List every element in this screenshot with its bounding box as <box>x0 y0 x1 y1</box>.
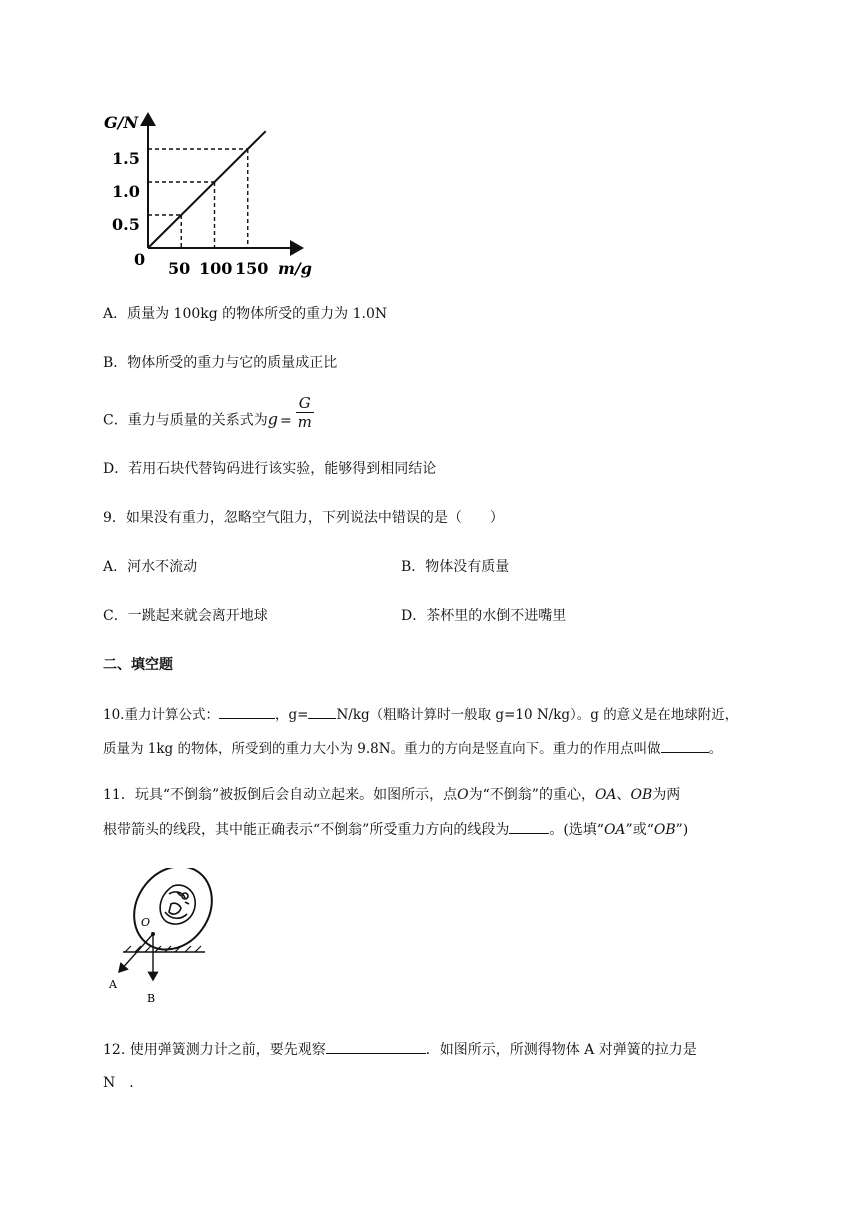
q11-text: 11．玩具“不倒翁”被扳倒后会自动立起来。如图所示，点 <box>103 787 458 803</box>
figure-label-a: A <box>109 978 117 991</box>
answer-blank[interactable] <box>661 738 709 753</box>
point-o-label: O <box>457 787 469 803</box>
figure-label-o: O <box>141 916 151 929</box>
q8-option-a: A．质量为 100kg 的物体所受的重力为 1.0N <box>103 306 388 322</box>
q11-text: 为两 <box>652 787 681 803</box>
x-tick-label: 50 <box>168 259 191 278</box>
arrow-oa <box>119 934 153 972</box>
q11-text: 为“不倒翁”的重心， <box>468 787 595 803</box>
q8-option-d: D．若用石块代替钩码进行该实验，能够得到相同结论 <box>103 461 437 477</box>
q10-text: 10.重力计算公式： <box>103 707 219 723</box>
fraction-denominator: m <box>297 413 312 431</box>
answer-blank[interactable] <box>509 819 549 834</box>
q10-text: 。 <box>708 741 723 757</box>
segment-oa-label: OA <box>594 787 617 803</box>
q11-line-1 <box>103 785 680 805</box>
y-axis-label: G/N <box>104 113 139 132</box>
formula-equals: = <box>279 412 292 429</box>
option-oa: OA <box>603 822 626 838</box>
q8-option-b: B．物体所受的重力与它的质量成正比 <box>103 355 338 371</box>
fraction-numerator: G <box>296 394 314 413</box>
answer-blank[interactable] <box>219 704 275 719</box>
formula-fraction <box>296 394 314 431</box>
q12-line-1 <box>103 1039 697 1060</box>
option-ob: OB <box>653 822 676 838</box>
x-axis-label: m/g <box>278 259 312 278</box>
q10-line-2 <box>103 738 722 759</box>
q10-line-1 <box>103 704 738 725</box>
q10-text: ，g= <box>274 707 309 723</box>
q11-text: ”) <box>675 822 689 838</box>
q9-option-a: A．河水不流动 <box>103 559 198 575</box>
q11-text: 。(选填“ <box>549 822 604 838</box>
q8-option-c-text: C．重力与质量的关系式为 <box>103 412 268 429</box>
q11-text: 根带箭头的线段，其中能正确表示“不倒翁”所受重力方向的线段为 <box>103 822 510 838</box>
q10-text: N/kg（粗略计算时一般取 g=10 N/kg）。g 的意义是在地球附近， <box>336 707 739 723</box>
g-m-graph <box>100 108 330 280</box>
answer-blank[interactable] <box>326 1039 426 1054</box>
q11-text: 、 <box>616 787 631 803</box>
segment-ob-label: OB <box>630 787 653 803</box>
q12-line-2: N . <box>103 1075 134 1091</box>
q11-line-2 <box>103 819 688 840</box>
section-title: 二、填空题 <box>103 657 173 673</box>
x-tick-label: 100 <box>199 259 233 278</box>
q9-option-b: B．物体没有质量 <box>401 559 510 575</box>
q10-text: 质量为 1kg 的物体，所受到的重力大小为 9.8N。重力的方向是竖直向下。重力的作用点叫做 <box>103 741 661 757</box>
q12-text: 12. 使用弹簧测力计之前，要先观察 <box>103 1042 326 1058</box>
figure-label-b: B <box>147 992 156 1005</box>
q9-stem: 9．如果没有重力，忽略空气阻力，下列说法中错误的是（ ） <box>103 510 504 526</box>
q9-option-d: D．茶杯里的水倒不进嘴里 <box>401 608 567 624</box>
y-tick-label: 0.5 <box>112 215 140 234</box>
x-tick-label: 150 <box>235 259 269 278</box>
tumbler-figure <box>105 868 215 1008</box>
y-tick-label: 1.0 <box>112 182 140 201</box>
q12-text: ．如图所示，所测得物体 A 对弹簧的拉力是 <box>425 1042 697 1058</box>
q11-text: ”或“ <box>625 822 654 838</box>
answer-blank[interactable] <box>308 704 336 719</box>
y-tick-label: 1.5 <box>112 149 140 168</box>
formula-g: g <box>267 409 278 429</box>
origin-label: 0 <box>134 250 146 269</box>
q8-option-c <box>103 394 314 439</box>
q9-option-c: C．一跳起来就会离开地球 <box>103 608 268 624</box>
